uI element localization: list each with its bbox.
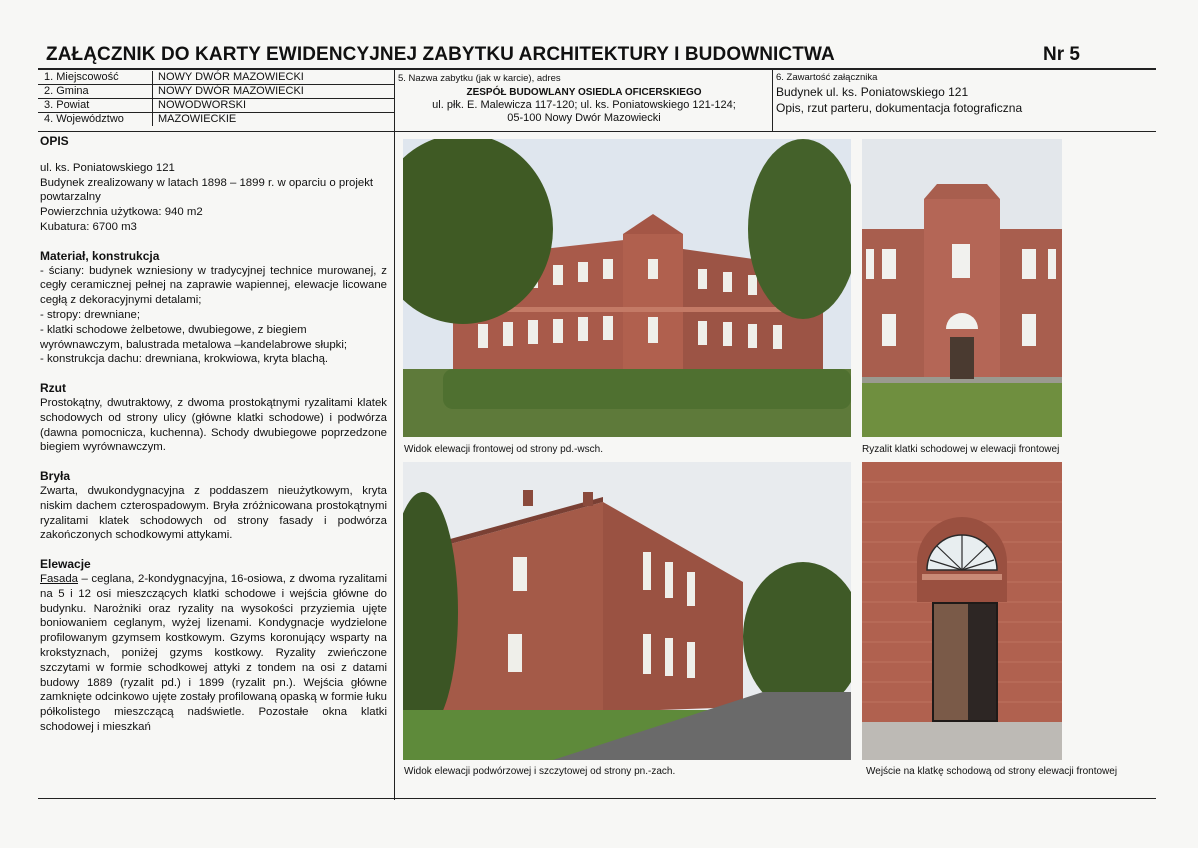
opis-line: Powierzchnia użytkowa: 940 m2 — [40, 206, 203, 219]
elewacje-body: – ceglana, 2-kondygnacyjna, 16-osiowa, z dwoma ryzalitami na 5 i 12 osi mieszczących klatki schodowe i wejścia główne do budynku. Narożniki oraz ryzality na wysokości przyziemia ujęte boniowaniem ceglanym, wyżej lizenami. Kondygnacje wydzielone profilowanym gzymsem kostkowym. Gzyms koronujący wsparty na krokstyznach, poniżej gzyms kostkowy. Ryzality zwieńczone szczytami w formie schodkowej attyki z tondem na osi z datami budowy 1889 (ryzalit pd.) i 1899 (ryzalit pn.). Wejścia główne zamknięte odcinkowo ujęte zostały profilowaną opaską w formie łuku półkolistego mieszczącą nadświetle. Pozostałe okna klatki schodowej i mieszkań — [40, 572, 387, 733]
caption-stair-risalit: Ryzalit klatki schodowej w elewacji frontowej — [862, 444, 1060, 455]
description-column — [40, 134, 387, 735]
info-value: NOWODWORSKI — [158, 99, 246, 111]
photo-courtyard-elevation — [403, 462, 851, 760]
material-line: - ściany: budynek wzniesiony w tradycyjnej technice murowanej, z cegły ceramicznej pełnej na zaprawie wapiennej, elewacje licowane cegłą z dekoracyjnymi detalami; — [40, 264, 387, 307]
header-bottom-rule — [38, 131, 1156, 132]
info-value: MAZOWIECKIE — [158, 113, 237, 125]
document-number: Nr 5 — [1043, 44, 1080, 65]
rzut-heading: Rzut — [40, 381, 66, 396]
photo-stair-risalit — [862, 139, 1062, 437]
attachment-contents-cell — [776, 72, 1156, 116]
info-separator — [152, 85, 153, 98]
material-line: - stropy: drewniane; — [40, 308, 141, 321]
info-row-wojewodztwo — [38, 113, 394, 126]
elewacje-heading: Elewacje — [40, 557, 91, 572]
caption-front-elevation: Widok elewacji frontowej od strony pd.-wsch. — [404, 444, 603, 455]
info-row-powiat — [38, 99, 394, 112]
left-column-divider — [394, 70, 395, 800]
info-row-miejscowosc — [38, 71, 394, 84]
rzut-text: Prostokątny, dwutraktowy, z dwoma prostokątnymi ryzalitami klatek schodowych od strony ulicy (główne klatki schodowe) i podwórza (dawna pomocnicza, kuchenna). Schody dwubiegowe poprzedzone biegiem wyrównawczym. — [40, 396, 387, 454]
attachment-line-2: Opis, rzut parteru, dokumentacja fotograficzna — [776, 101, 1023, 115]
info-separator — [152, 113, 153, 126]
material-line: - konstrukcja dachu: drewniana, krokwiowa, kryta blachą. — [40, 353, 329, 366]
monument-address-1: ul. płk. E. Malewicza 117-120; ul. ks. Poniatowskiego 121-124; — [432, 99, 736, 111]
elewacje-text — [40, 572, 387, 735]
info-separator — [152, 71, 153, 84]
info-label: 1. Miejscowość — [44, 71, 119, 83]
info-label: 3. Powiat — [44, 99, 90, 111]
fasada-label: Fasada — [40, 572, 78, 585]
caption-courtyard-elevation: Widok elewacji podwórzowej i szczytowej od strony pn.-zach. — [404, 766, 676, 777]
monument-name: ZESPÓŁ BUDOWLANY OSIEDLA OFICERSKIEGO — [466, 87, 702, 98]
opis-line: ul. ks. Poniatowskiego 121 — [40, 161, 175, 174]
col6-label: 6. Zawartość załącznika — [776, 72, 878, 83]
info-row-gmina — [38, 85, 394, 98]
material-line: - klatki schodowe żelbetowe, dwubiegowe, z biegiem wyrównawczym, balustrada metalowa –kandelabrowe słupki; — [40, 323, 348, 351]
info-label: 4. Województwo — [44, 113, 124, 125]
photo-entrance — [862, 462, 1062, 760]
info-separator — [152, 99, 153, 112]
opis-line: Budynek zrealizowany w latach 1898 – 1899 r. w oparciu o projekt powtarzalny — [40, 176, 374, 204]
opis-heading: OPIS — [40, 134, 69, 148]
caption-entrance: Wejście na klatkę schodową od strony elewacji frontowej — [866, 766, 1118, 777]
info-value: NOWY DWÓR MAZOWIECKI — [158, 71, 304, 83]
attachment-line-1: Budynek ul. ks. Poniatowskiego 121 — [776, 85, 969, 99]
monument-name-cell — [398, 72, 770, 125]
bryla-text: Zwarta, dwukondygnacyjna z poddaszem nieużytkowym, kryta niskim dachem czterospadowym. Bryła zróżnicowana prostokątnymi ryzalitami klatek schodowych od strony fasady i podwórza zakończonych schodkowymi attykami. — [40, 484, 387, 542]
header-top-rule — [38, 68, 1156, 70]
opis-line: Kubatura: 6700 m3 — [40, 220, 137, 233]
col5-label: 5. Nazwa zabytku (jak w karcie), adres — [398, 73, 561, 84]
bryla-heading: Bryła — [40, 469, 71, 484]
info-value: NOWY DWÓR MAZOWIECKI — [158, 85, 304, 97]
material-heading: Materiał, konstrukcja — [40, 248, 160, 263]
document-title: ZAŁĄCZNIK DO KARTY EWIDENCYJNEJ ZABYTKU ARCHITEKTURY I BUDOWNICTWA — [46, 44, 835, 65]
photo-front-elevation — [403, 139, 851, 437]
monument-address-2: 05-100 Nowy Dwór Mazowiecki — [507, 112, 661, 124]
info-label: 2. Gmina — [44, 85, 89, 97]
col6-divider — [772, 70, 773, 131]
page-bottom-rule — [38, 798, 1156, 799]
